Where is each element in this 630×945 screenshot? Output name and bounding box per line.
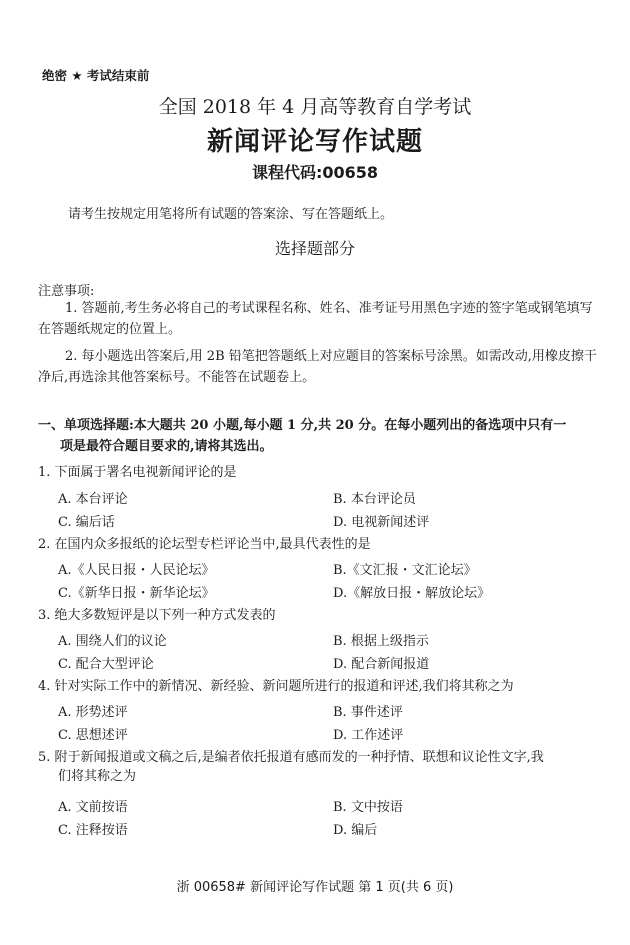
question-4-option-d: D. 工作述评 bbox=[333, 728, 404, 743]
part-one-heading bbox=[38, 415, 603, 457]
note-item-2: 2. 每小题选出答案后,用 2B 铅笔把答题纸上对应题目的答案标号涂黑。如需改动,用橡皮擦干净后,再选涂其他答案标号。不能答在试题卷上。 bbox=[38, 349, 597, 385]
question-3-stem: 3. 绝大多数短评是以下列一种方式发表的 bbox=[38, 608, 276, 623]
question-2-stem: 2. 在国内众多报纸的论坛型专栏评论当中,最具代表性的是 bbox=[38, 537, 371, 552]
question-2-option-b: B.《文汇报・文汇论坛》 bbox=[333, 563, 477, 578]
question-2-option-a: A.《人民日报・人民论坛》 bbox=[58, 563, 215, 578]
page-footer: 浙 00658# 新闻评论写作试题 第 1 页(共 6 页) bbox=[176, 880, 454, 895]
question-4-option-b: B. 事件述评 bbox=[333, 705, 403, 720]
question-2-option-d: D.《解放日报・解放论坛》 bbox=[333, 586, 491, 601]
question-5-stem: 5. 附于新闻报道或文稿之后,是编者依托报道有感而发的一种抒情、联想和议论性文字,我 bbox=[38, 750, 544, 765]
question-3-option-a: A. 围绕人们的议论 bbox=[58, 634, 167, 649]
exam-title: 全国 2018 年 4 月高等教育自学考试 bbox=[158, 96, 472, 118]
question-1-option-d: D. 电视新闻述评 bbox=[333, 515, 430, 530]
answer-instruction: 请考生按规定用笔将所有试题的答案涂、写在答题纸上。 bbox=[68, 207, 394, 222]
question-3-option-c: C. 配合大型评论 bbox=[58, 657, 154, 672]
section-title: 选择题部分 bbox=[274, 239, 355, 258]
course-code: 课程代码:00658 bbox=[251, 163, 379, 182]
question-5-stem-continued: 们将其称之为 bbox=[58, 769, 137, 784]
question-4-option-c: C. 思想述评 bbox=[58, 728, 128, 743]
question-5-option-a: A. 文前按语 bbox=[58, 800, 128, 815]
note-item-1: 1. 答题前,考生务必将自己的考试课程名称、姓名、准考证号用黑色字迹的签字笔或钢笔填写在答题纸规定的位置上。 bbox=[38, 301, 593, 337]
question-5-option-c: C. 注释按语 bbox=[58, 823, 128, 838]
question-1-stem: 1. 下面属于署名电视新闻评论的是 bbox=[38, 465, 237, 480]
confidential-mark: 绝密 ★ 考试结束前 bbox=[42, 68, 150, 83]
question-3-option-d: D. 配合新闻报道 bbox=[333, 657, 430, 672]
notes-title: 注意事项: bbox=[38, 284, 95, 299]
paper-title: 新闻评论写作试题 bbox=[206, 127, 423, 157]
question-4-stem: 4. 针对实际工作中的新情况、新经验、新问题所进行的报道和评述,我们将其称之为 bbox=[38, 679, 514, 694]
question-2-option-c: C.《新华日报・新华论坛》 bbox=[58, 586, 215, 601]
question-5 bbox=[38, 748, 598, 786]
part-one-heading-line2: 项是最符合题目要求的,请将其选出。 bbox=[60, 439, 273, 454]
question-3-option-b: B. 根据上级指示 bbox=[333, 634, 429, 649]
question-5-option-b: B. 文中按语 bbox=[333, 800, 403, 815]
question-1-option-c: C. 编后话 bbox=[58, 515, 115, 530]
question-4-option-a: A. 形势述评 bbox=[58, 705, 128, 720]
question-1-option-a: A. 本台评论 bbox=[58, 492, 128, 507]
question-1-option-b: B. 本台评论员 bbox=[333, 492, 416, 507]
question-5-option-d: D. 编后 bbox=[333, 823, 378, 838]
part-one-heading-line1: 一、单项选择题:本大题共 20 小题,每小题 1 分,共 20 分。在每小题列出的备选项中只有一 bbox=[38, 418, 567, 433]
